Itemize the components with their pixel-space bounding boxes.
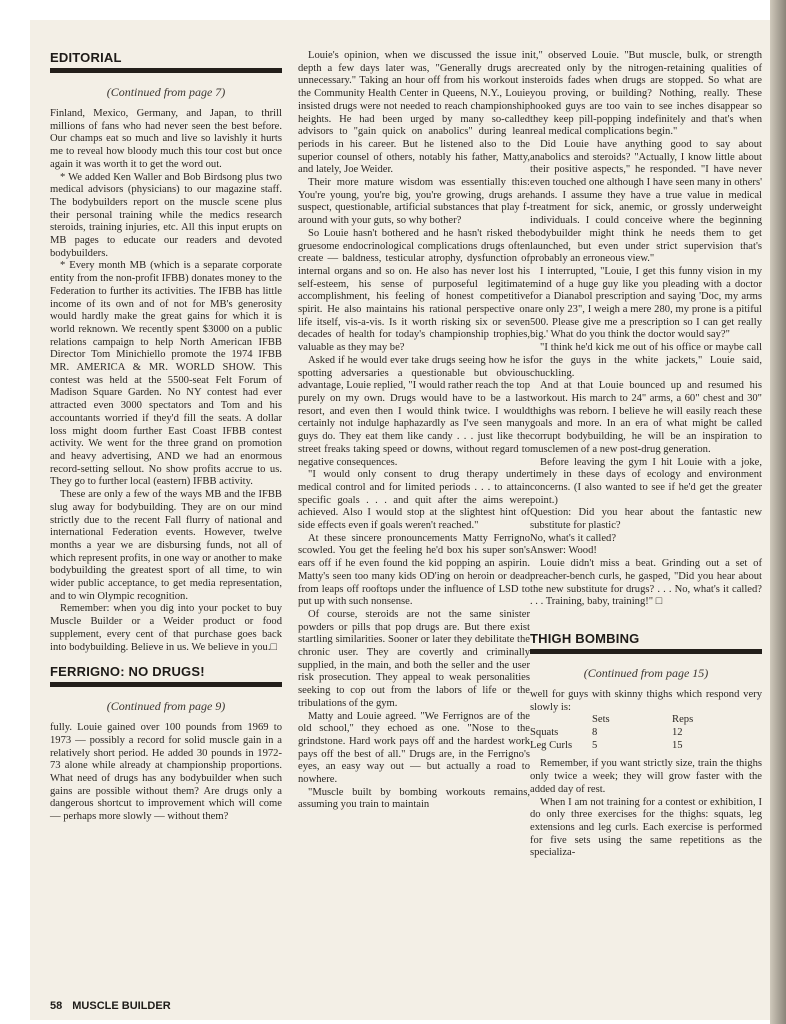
- thigh-paragraph: When I am not training for a contest or exhibition, I do only three exercises for the thighs: squats, leg extensions and leg curls. Each exercise is performed for five sets using the same repetitions as the specializa-: [530, 796, 762, 859]
- ferrigno-paragraph: Of course, steroids are not the same sinister powders or pills that pop drugs are. But there exist startling similarities. Sooner or later they debilitate the chronic user. They are covertly and criminally supplied, in the main, and both the seller and the user risk prosecution. They appeal to weak personalities seeking to cop out from the labors of life or the tribulations of the gym.: [298, 608, 530, 709]
- table-row: [530, 727, 732, 740]
- column-2: [298, 50, 530, 812]
- sets-reps-table: [530, 714, 732, 752]
- table-cell: 5: [592, 739, 598, 751]
- ferrigno-paragraph: So Louie hasn't bothered and he hasn't risked the gruesome endocrinological complications drugs often create — baldness, testicular atrophy, dysfunction of internal organs and so on. He also has never lost his self-esteem, his sense of purposeful legitimate accomplishment, his feeling of honest competitive spirit. He also maintains his rational perspective on life itself, vis-a-vis. Is it worth risking six or seven decades of health for today's championship trophies, valuable as they may be?: [298, 227, 530, 354]
- ferrigno-paragraph: Louie's opinion, when we discussed the issue in depth a few days later was, "Generally drugs are unnecessary." Taking an hour off from his workout in the Community Health Center in Queens, N.Y., Louie insisted drugs were not needed to reach championship heights. He had been urged by many so-called advisors to "gain quick on anabolics" during lean periods in his career. But he listened also to the superior counsel of others, notably his father, Matty, and lately, Joe Weider.: [298, 50, 530, 176]
- ferrigno-rule: [50, 682, 282, 687]
- thigh-rule: [530, 649, 762, 654]
- ferrigno-reply: No, what's it called?: [530, 532, 617, 544]
- table-header: Sets: [592, 714, 610, 726]
- magazine-name: MUSCLE BUILDER: [72, 1000, 171, 1012]
- editorial-paragraph: * Every month MB (which is a separate corporate entity from the non-profit IFBB) donates money to the Federation to further its activities. The IFBB has little income of its own and of not for MB's generosity would hardly make the great gains for which it is world reknown. We recently spent $3000 on a public relations campaign to help North American IFBB Director Tom Minichiello promote the 1974 IFBB MR. AMERICA & MR. WORLD SHOW. This contest was held at the 5500-seat Felt Forum of Madison Square Garden. No NY contest had ever attracted even 3000 spectators and Tom and his accountants worried if they'd fill the seats. A dollar loss might doom further East Coast IFBB contest activity. We went for the three grand on promotion and heavy advertising, AND we had an enormous record-setting sellout. No show profits accrue to us. They go to further local (eastern) IFBB activity.: [50, 260, 282, 488]
- column-1: [50, 50, 282, 824]
- ferrigno-paragraph: Their more mature wisdom was essentially this: You're young, you're big, you're growing, drugs are suspect, questionable, artificial substances that play f-around with your guts, so why bother?: [298, 177, 530, 227]
- ferrigno-paragraph: Before leaving the gym I hit Louie with a joke, timely in these days of ecology and environment concerns. (I also wanted to see if he'd get the greater point.): [530, 456, 762, 506]
- ferrigno-paragraph: "Muscle built by bombing workouts remains, assuming you train to maintain: [298, 786, 530, 811]
- table-cell: 15: [672, 739, 683, 751]
- ferrigno-paragraph: At these sincere pronouncements Matty Ferrigno scowled. You get the feeling he'd box his super son's ears off if he even found the kid popping an aspirin. Matty's seen too many kids OD'ing on heroin or dead from leaps off rooftops under the influence of LSD to put up with such nonsense.: [298, 532, 530, 608]
- magazine-page: [30, 20, 778, 1020]
- ferrigno-paragraph: "I would only consent to drug therapy under medical control and for limited periods . . . to attain specific goals . . . and quit after the aims were achieved. Also I would stop at the slightest hint of side effects even if goals weren't reached.": [298, 469, 530, 532]
- table-header: [530, 714, 592, 727]
- ferrigno-heading: FERRIGNO: NO DRUGS!: [50, 664, 205, 680]
- page-number: 58: [50, 1000, 63, 1012]
- page-spine-shadow: [770, 0, 786, 1024]
- ferrigno-paragraph: Matty and Louie agreed. "We Ferrignos are of the old school," they echoed as one. "Nose to the grindstone. Hard work pays off and the hardest work pays off the best of all." Drugs are, in the Ferrigno's eyes, an easy way out — but actually a road to nowhere.: [298, 710, 530, 786]
- ferrigno-paragraph: it," observed Louie. "But muscle, bulk, or strength created only by the nitrogen-retaining qualities of steroids fades when drugs are stopped. So what are you proving, or building? Nothing, really. These hooked guys are too vain to see inches disappear so they keep pill-popping indefinitely and that's when real medical complications begin.": [530, 50, 762, 138]
- table-header-row: [530, 714, 732, 727]
- column-3: [530, 50, 762, 860]
- table-cell: Squats: [530, 727, 559, 739]
- editorial-paragraph: These are only a few of the ways MB and the IFBB slug away for bodybuilding. They are on our mind strictly due to the recent Fall flurry of national and international Federation events. However, twelve months a year we are disbursing funds, not all of which represent profits, in one way or another to make bodybuilding the greatest sport of all time, to win wider public acceptance, to get media representation, and to win Olympic recognition.: [50, 489, 282, 602]
- ferrigno-paragraph: And at that Louie bounced up and resumed his workout. His march to 24" arms, a 60" chest and 30" thighs was reborn. I believe he will easily reach these goals and more. In an era of what might be called corrupt bodybuilding, he will be an inspiration to musclemen of a new post-drug generation.: [530, 380, 762, 455]
- thigh-intro: well for guys with skinny thighs which respond very slowly is:: [530, 688, 762, 713]
- thigh-heading: THIGH BOMBING: [530, 630, 640, 646]
- ferrigno-question: Question: Did you hear about the fantastic new substitute for plastic?: [530, 507, 762, 532]
- thigh-continued: (Continued from page 15): [583, 665, 709, 680]
- ferrigno-continued: (Continued from page 9): [106, 699, 226, 714]
- table-cell: 12: [672, 727, 683, 739]
- ferrigno-paragraph: I interrupted, "Louie, I get this funny vision in my mind of a huge guy like you pleading with a doctor for a Dianabol prescription and saying 'Doc, my arms are only 23", I weigh a mere 280, my prone is a pitiful 500. Please give me a prescription so I can get really big.' What do you think the doctor would say?": [530, 265, 762, 341]
- ferrigno-paragraph: Did Louie have anything good to say about anabolics and steroids? "Actually, I know little about their positive aspects," he responded. "I have never even touched one although I have seen many in others' hands. I assume they have a true value in medical treatment for sick, anemic, or grossly underweight individuals. I could conceive where the beginning bodybuilder might think he needs them to get launched, but even under strict supervision that's probably an erroneous view.": [530, 138, 762, 265]
- editorial-paragraph: Finland, Mexico, Germany, and Japan, to thrill millions of fans who had never seen the best before. Our champs eat so much and live so lavishly it hurts me to reveal how bloody much this tour cost but once again it was worth it to get the word out.: [50, 108, 282, 170]
- editorial-paragraph: Remember: when you dig into your pocket to buy Muscle Builder or a Weider product or food supplement, every cent of that purchase goes back into bodybuilding. Believe in us. We believe in you.□: [50, 603, 282, 653]
- editorial-heading: EDITORIAL: [50, 50, 122, 65]
- table-cell: 8: [592, 727, 598, 739]
- thigh-paragraph: Remember, if you want strictly size, train the thighs only twice a week; they will grow faster with the added day of rest.: [530, 758, 762, 795]
- ferrigno-paragraph: "I think he'd kick me out of his office or maybe call for the guys in the white jackets," Louie said, chuckling.: [530, 342, 762, 379]
- table-row: [530, 740, 732, 753]
- editorial-continued: (Continued from page 7): [106, 85, 226, 99]
- page-footer: [50, 1000, 181, 1012]
- ferrigno-paragraph: Asked if he would ever take drugs seeing how he is spotting adversaries a questionable but obvious advantage, Louie replied, "I would rather reach the top purely on my own. Drugs would have to be a last resort, and even then I would think twice. I would certainly not indulge haphazardly as I've seen many guys do. They eat them like candy . . . just like the street freaks taking speed or downs, without regard to negative consequences.: [298, 354, 530, 468]
- editorial-paragraph: * We added Ken Waller and Bob Birdsong plus two medical advisors (physicians) to our magazine staff. The bodybuilders report on the muscle scene plus their personal training while the medics research steroids, training injuries, etc. All this input erupts on MB pages to educate our readers and devoted bodybuilders.: [50, 171, 282, 259]
- table-cell: Leg Curls: [530, 739, 573, 751]
- ferrigno-paragraph: Louie didn't miss a beat. Grinding out a set of preacher-bench curls, he gasped, "Did you hear about the new substitute for drugs? . . . No, what's it called? . . . Training, baby, training!" □: [530, 558, 762, 608]
- editorial-rule: [50, 68, 282, 73]
- ferrigno-answer: Answer: Wood!: [530, 545, 597, 557]
- ferrigno-paragraph: fully. Louie gained over 100 pounds from 1969 to 1973 — possibly a record for solid muscle gain in a relatively short period. He added 30 pounds in 1972-73 alone while already at championship proportions. What need of drugs has any bodybuilder when such gains are possible without them? Are drugs only a dangerous shortcut to improvement which will come — perhaps more slowly — without them?: [50, 722, 282, 823]
- table-header: Reps: [672, 714, 694, 726]
